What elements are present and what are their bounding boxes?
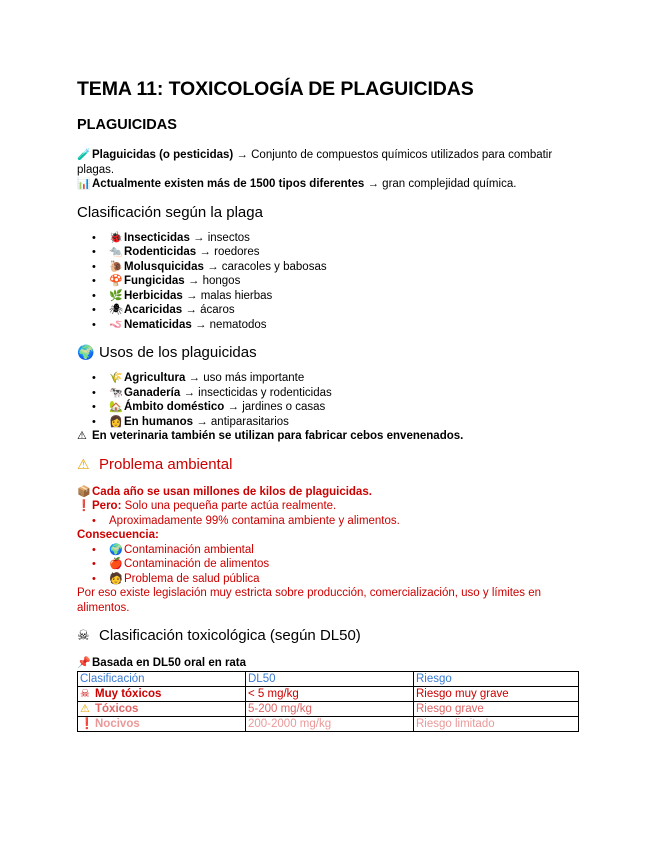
section-title-problema [77,455,582,475]
list-item [109,231,582,246]
table-cell-riesgo: Riesgo grave [414,701,579,716]
section-title-toxicologica [77,626,582,646]
item-icon: 🌿 [109,288,123,302]
table-cell-dl50: 5-200 mg/kg [246,701,414,716]
list-item [109,386,582,401]
warning-icon: ⚠ [77,456,90,473]
usos-title-text: Usos de los plaguicidas [99,344,257,361]
toxicity-table [77,671,579,732]
list-item [109,274,582,289]
table-cell-riesgo: Riesgo limitado [414,716,579,731]
item-icon: 🍄 [109,274,123,287]
intro-paragraph-1 [77,148,582,177]
row-name: Tóxicos [95,702,139,715]
list-item [109,245,582,260]
list-item [109,557,582,572]
consecuencias-list [77,543,582,587]
intro-block [77,148,582,192]
table-header-row [78,671,579,686]
globe-icon: 🌍 [77,345,95,361]
problema-line-1-text: Cada año se usan millones de kilos de plaguicidas. [92,485,372,498]
section-clasificacion-plaga [77,203,582,333]
section-title-usos [77,343,582,363]
list-item [109,400,582,415]
warning-icon: ⚠ [80,701,90,715]
item-icon: 🌾 [109,371,123,384]
item-text: Problema de salud pública [124,572,260,585]
usos-list [77,371,582,429]
item-term: Herbicidas [124,289,183,302]
pushpin-icon: 📌 [77,656,91,669]
problema-closing: Por eso existe legislación muy estricta sobre producción, comercialización, uso y límites en alimentos. [77,587,542,614]
section-usos [77,343,582,444]
section-title-clasificacion: Clasificación según la plaga [77,203,263,221]
item-icon: 👩 [109,414,123,428]
package-icon: 📦 [77,484,91,498]
item-term: Ganadería [124,386,181,399]
intro-fact: Actualmente existen más de 1500 tipos diferentes [92,178,365,190]
table-row [78,701,579,716]
warning-icon: ⚠ [77,429,87,442]
item-icon: 🍎 [109,557,123,570]
table-header-riesgo: Riesgo [414,671,579,686]
usos-note-text: En veterinaria también se utilizan para fabricar cebos envenenados. [92,430,464,442]
table-row [78,686,579,701]
intro-fact-detail: → gran complejidad química. [364,178,517,190]
item-term: Fungicidas [124,275,185,287]
section-heading-plaguicidas: PLAGUICIDAS [77,117,177,133]
item-term: Rodenticidas [124,246,197,258]
usos-note [77,429,582,444]
table-cell-riesgo: Riesgo muy grave [414,686,579,701]
intro-paragraph-2 [77,177,582,192]
item-text: → nematodos [191,318,267,331]
item-text: → ácaros [182,304,235,316]
item-text: → antiparasitarios [193,415,289,428]
item-term: Ámbito doméstico [124,401,225,413]
problema-line-2 [77,499,582,514]
item-icon: 🪱 [109,317,123,331]
intro-term: Plaguicidas (o pesticidas) [92,149,234,161]
list-item [109,289,582,304]
item-icon: 🌍 [109,542,123,556]
test-tube-icon: 🧪 [77,148,91,161]
item-icon: 🕷 [109,303,123,316]
row-name: Muy tóxicos [95,687,162,700]
problema-line-1 [77,485,582,500]
toxicologica-basis-text: Basada en DL50 oral en rata [92,657,247,669]
consecuencia-label [77,528,582,543]
list-item [109,543,582,558]
list-item [109,371,582,386]
item-text: → uso más importante [185,372,305,384]
list-item [109,572,582,587]
item-text: Contaminación de alimentos [124,558,270,570]
item-term: Insecticidas [124,231,190,244]
item-icon: 🧑 [109,571,123,585]
item-icon: 🐌 [109,259,123,273]
toxicologica-title-text: Clasificación toxicológica (según DL50) [99,627,361,644]
list-item [109,318,582,333]
intro-definition: → Conjunto de compuestos químicos utilizados para combatir plagas. [77,149,553,176]
table-cell-dl50: < 5 mg/kg [246,686,414,701]
item-text: → insecticidas y rodenticidas [180,386,332,399]
exclamation-icon: ❗ [77,499,91,512]
plaga-list [77,231,582,333]
table-cell-clasificacion [78,701,246,716]
list-item [109,260,582,275]
item-term: En humanos [124,415,194,428]
item-term: Nematicidas [124,318,192,331]
item-text: → malas hierbas [182,289,273,302]
consecuencia-label-text: Consecuencia: [77,529,159,541]
item-term: Molusquicidas [124,260,204,273]
problema-title-text: Problema ambiental [99,455,233,473]
table-header-dl50: DL50 [246,671,414,686]
item-text: → roedores [196,246,260,258]
item-icon: 🐞 [109,230,123,244]
row-name: Nocivos [95,717,140,730]
item-text: Contaminación ambiental [124,543,254,556]
document-page [77,76,582,732]
bar-chart-icon: 📊 [77,177,91,190]
item-text: → jardines o casas [224,401,326,413]
table-row [78,716,579,731]
item-icon: 🐀 [109,245,123,258]
list-item: • Aproximadamente 99% contamina ambiente y alimentos. [109,514,582,529]
problema-pero: Pero: [92,500,122,512]
list-item [109,415,582,430]
item-term: Agricultura [124,372,186,384]
item-text: → hongos [184,275,241,287]
item-icon: 🏡 [109,400,123,413]
skull-icon: ☠ [80,686,90,700]
item-term: Acaricidas [124,304,183,316]
section-toxicologica [77,626,582,732]
item-text: → caracoles y babosas [203,260,327,273]
table-cell-dl50: 200-2000 mg/kg [246,716,414,731]
table-header-clasificacion: Clasificación [78,671,246,686]
item-icon: 🐄 [109,385,123,399]
table-cell-clasificacion [78,716,246,731]
problema-sublist [77,514,582,529]
list-item [109,303,582,318]
toxicologica-basis [77,656,582,671]
exclamation-icon: ❗ [80,716,94,730]
table-cell-clasificacion [78,686,246,701]
page-title: TEMA 11: TOXICOLOGÍA DE PLAGUICIDAS [77,78,474,100]
item-text: → insectos [189,231,250,244]
skull-icon: ☠ [77,628,90,644]
section-problema [77,455,582,616]
problema-line-2-text: Solo una pequeña parte actúa realmente. [121,500,337,512]
